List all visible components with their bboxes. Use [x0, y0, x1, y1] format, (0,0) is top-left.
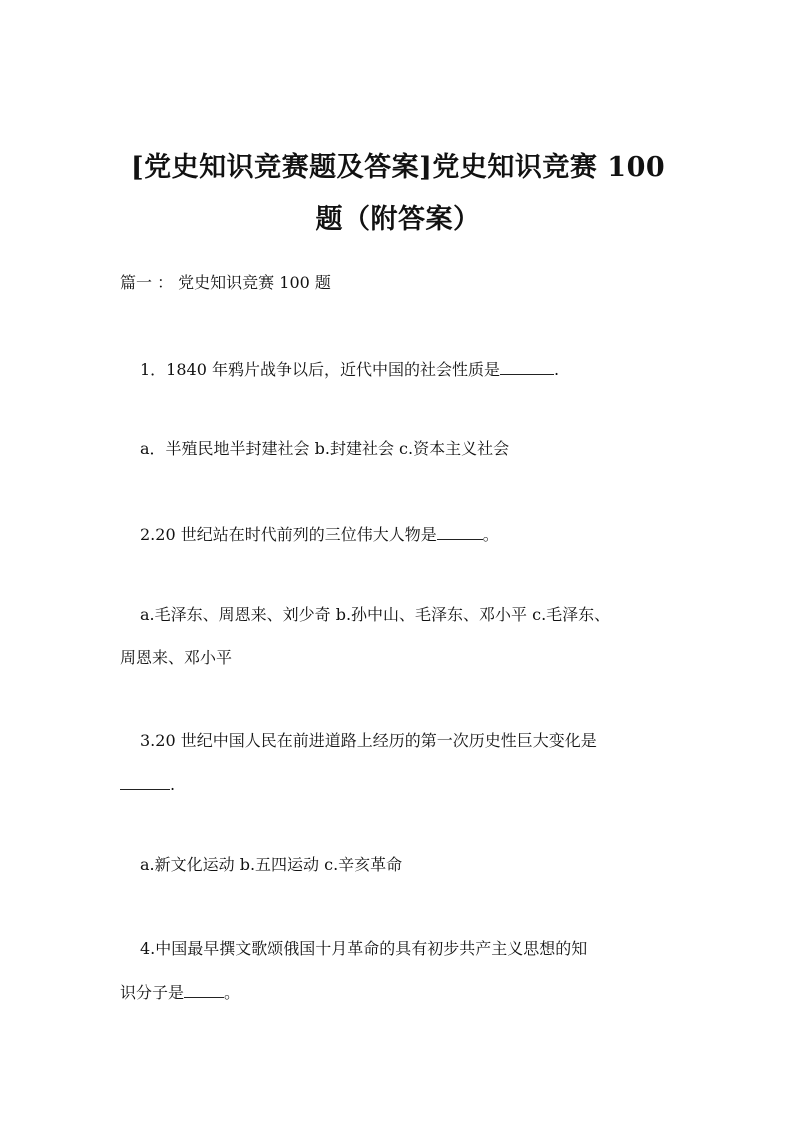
document-title: [118, 142, 678, 246]
question-1-options: a．半殖民地半封建社会 b.封建社会 c.资本主义社会: [140, 439, 510, 458]
question-3-line-1: 3.20 世纪中国人民在前进道路上经历的第一次历史性巨大变化是: [140, 731, 597, 750]
answer-blank: [120, 771, 170, 790]
question-3-end: .: [170, 775, 176, 794]
question-3-options: a.新文化运动 b.五四运动 c.辛亥革命: [140, 855, 403, 874]
question-4-end: 。: [224, 983, 241, 1002]
question-2-options-line-2: 周恩来、邓小平: [120, 648, 233, 667]
question-4-line-2: [120, 979, 240, 1005]
section-heading: 篇一 ： 党史知识竞赛 100 题: [120, 273, 331, 292]
answer-blank: [437, 521, 483, 540]
question-1: [140, 356, 559, 382]
question-4-text-2: 识分子是: [120, 983, 185, 1002]
question-3-line-2: [120, 771, 175, 797]
question-2-text: 2.20 世纪站在时代前列的三位伟大人物是: [140, 525, 437, 544]
question-2: [140, 521, 499, 547]
answer-blank: [500, 356, 554, 375]
question-2-options-line-1: a.毛泽东、周恩来、刘少奇 b.孙中山、毛泽东、邓小平 c.毛泽东、: [140, 605, 611, 624]
question-1-text: 1．1840 年鸦片战争以后，近代中国的社会性质是: [140, 360, 500, 379]
question-4-line-1: 4.中国最早撰文歌颂俄国十月革命的具有初步共产主义思想的知: [140, 939, 588, 958]
question-1-end: .: [554, 360, 560, 379]
answer-blank: [184, 979, 224, 998]
title-line-1: [党史知识竞赛题及答案]党史知识竞赛 100: [130, 152, 666, 183]
question-2-end: 。: [482, 525, 499, 544]
title-line-2: 题（附答案）: [315, 204, 481, 235]
